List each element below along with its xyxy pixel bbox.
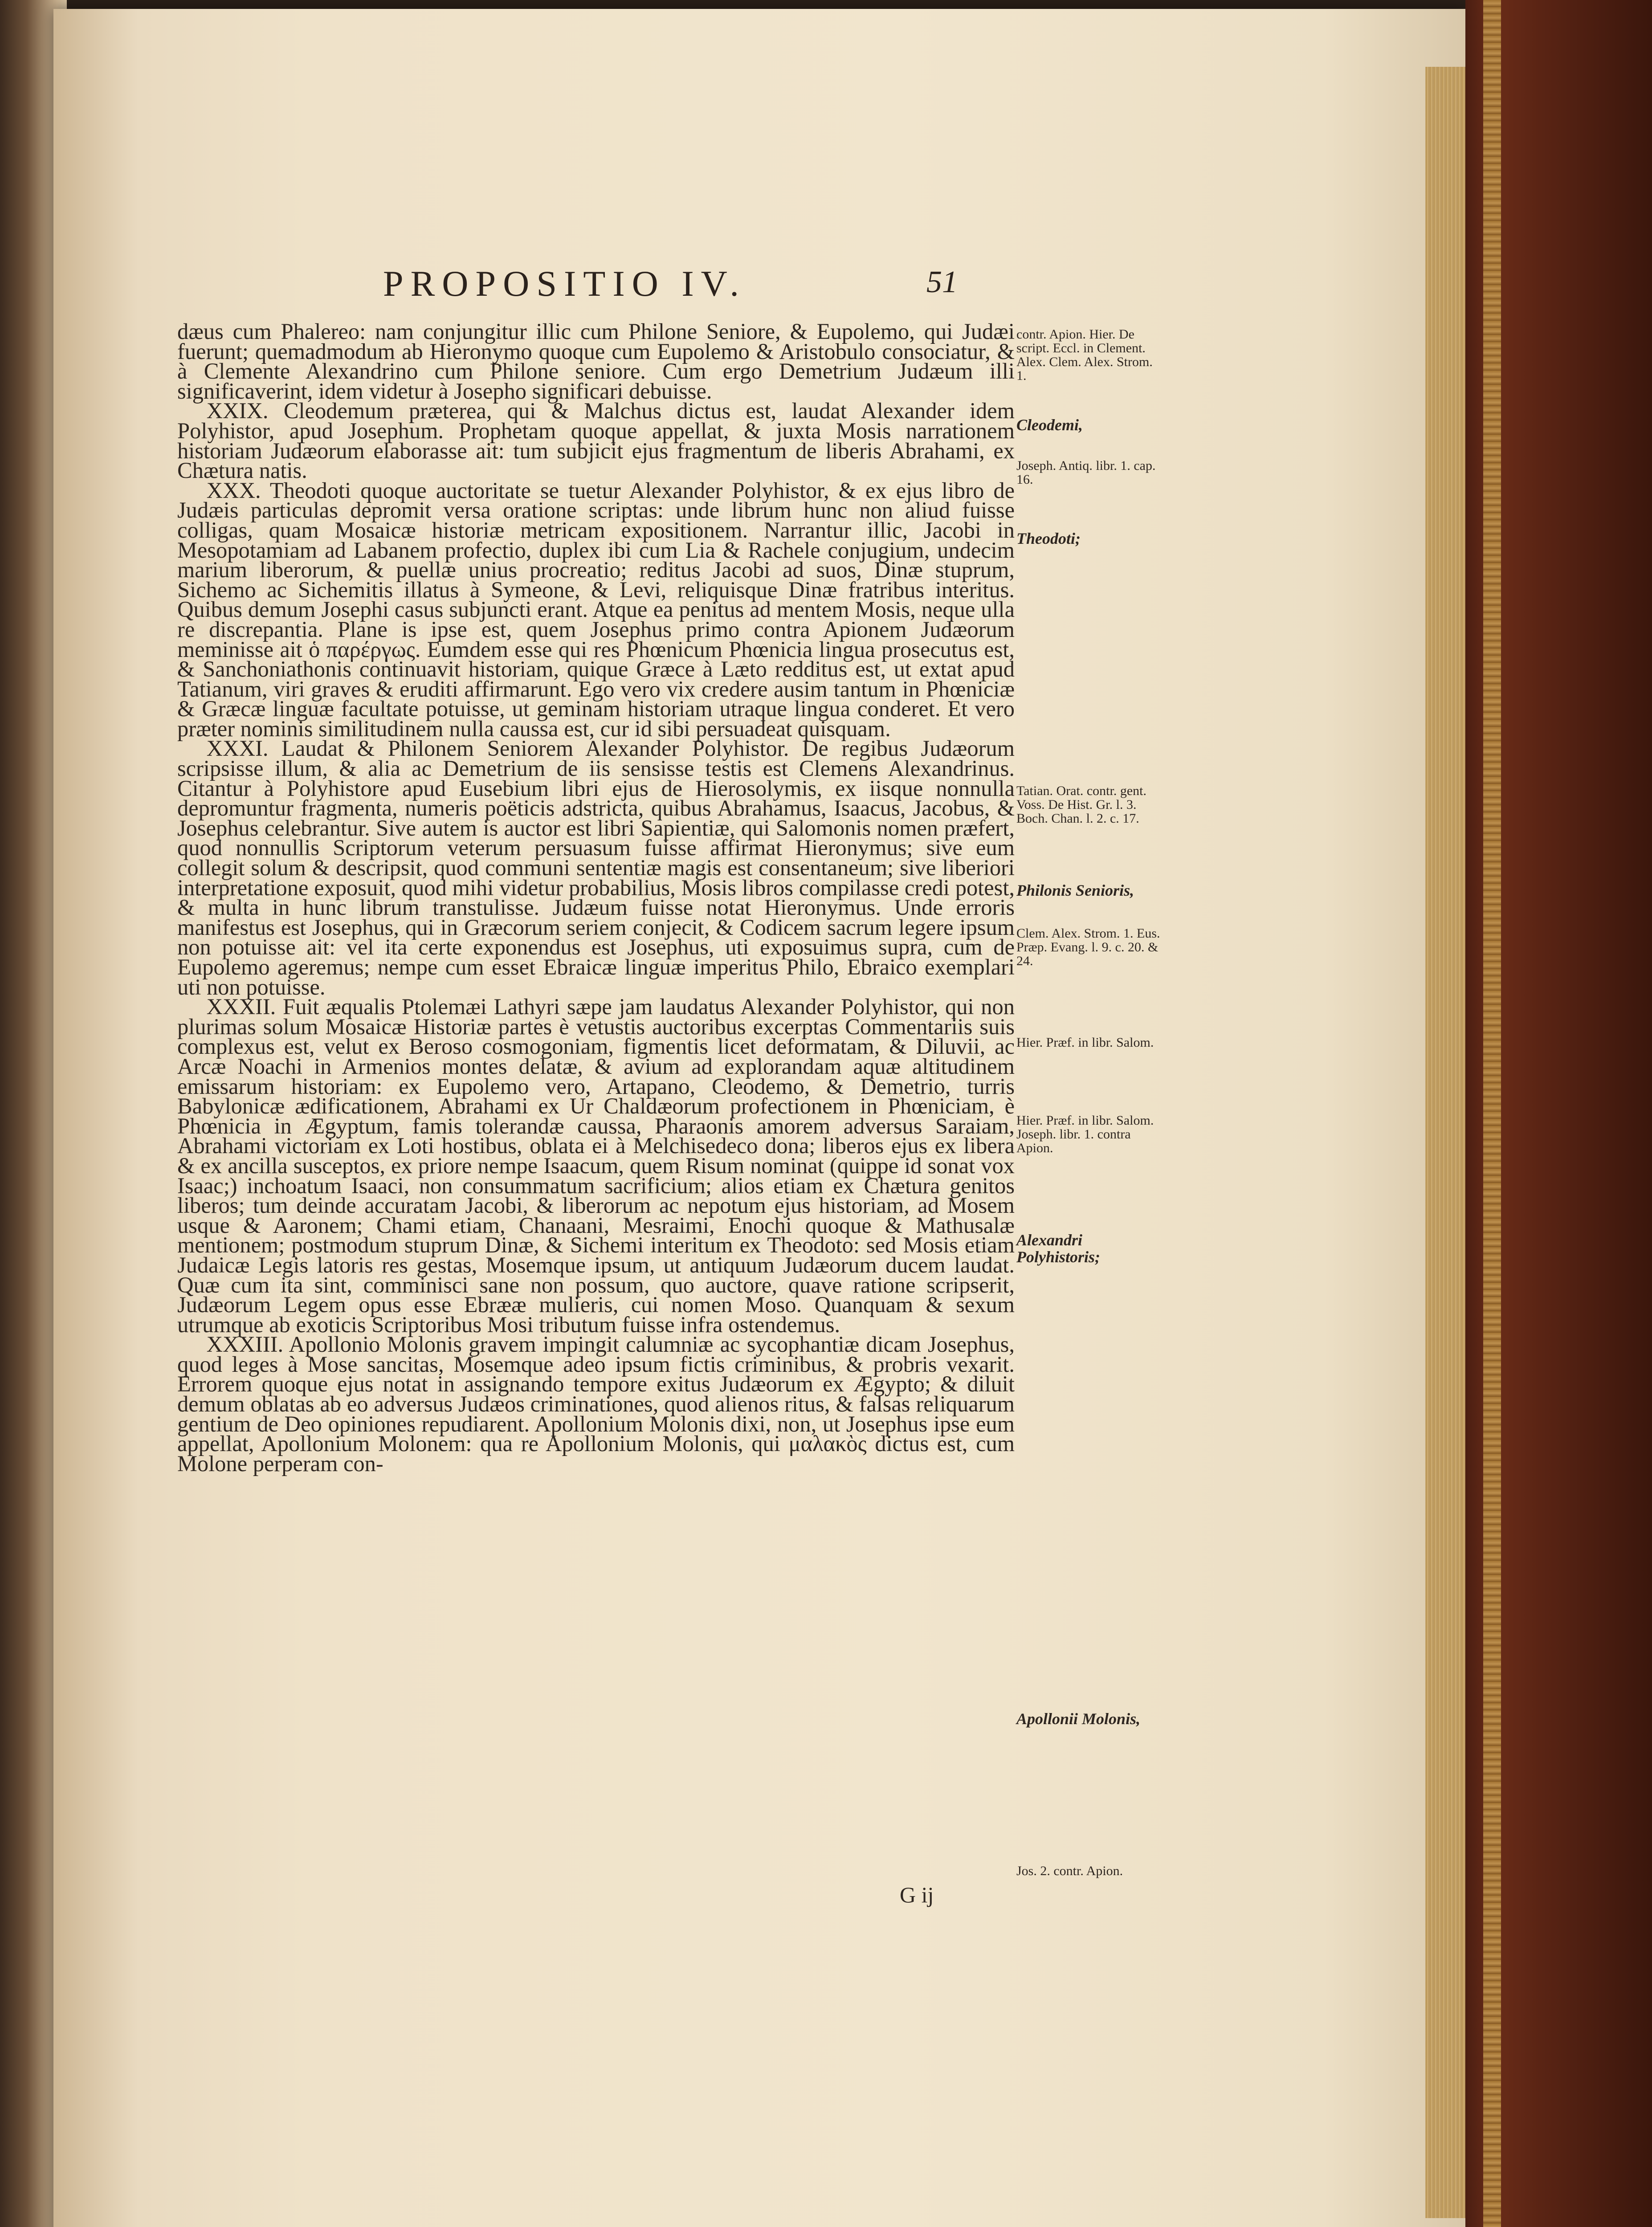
page-number: 51	[926, 265, 958, 299]
gilt-edge	[1483, 0, 1501, 2227]
margin-note: contr. Apion. Hier. De script. Eccl. in Clement. Alex. Clem. Alex. Strom. 1.	[1016, 327, 1153, 383]
margin-note-heading: Apollonii Molonis,	[1016, 1710, 1141, 1728]
paragraph-xxxi: XXXI. Laudat & Philonem Seniorem Alexander Polyhistor. De regibus Judæorum scripsisse illum, & alia ac Demetrium de iis sensisse testis est Clemens Alexandrinus. Citantur à Polyhistore apud Eusebium libri ejus de Hierosolymis, ex iisque nonnulla depromuntur fragmenta, numeris poëticis adstricta, quibus Abrahamus, Isaacus, Jacobus, & Josephus celebrantur. Sive autem is auctor est libri Sapientiæ, qui Salomonis nomen præfert, quod nonnullis Scriptorum veterum persuasum fuisse affirmat Hieronymus; sive eum collegit solum & descripsit, quod communi sententiæ magis est consentaneum; sive liberiori interpretatione exposuit, quod mihi videtur probabilius, Mosis libros compilasse credi potest, & multa in hunc librum transtulisse. Judæum fuisse notat Hieronymus. Unde erroris manifestus est Josephus, qui in Græcorum seriem conjecit, & Codicem sacrum legere ipsum non potuisse ait: vel ita certe exponendus est Josephus, uti exposuimus supra, cum de Eupolemo ageremus; nempe cum esset Ebraicæ linguæ imperitus Philo, Ebraico exemplari uti non potuisse.	[177, 736, 1015, 999]
book-binding	[1465, 0, 1652, 2227]
main-text	[177, 319, 1015, 1476]
paragraph-xxix: XXIX. Cleodemum præterea, qui & Malchus dictus est, laudat Alexander idem Polyhistor, apud Josephum. Prophetam quoque appellat, & juxta Mosis narrationem historiam Judæorum elaborasse ait: tum subjicit ejus fragmentum de liberis Abrahami, ex Chætura natis.	[177, 398, 1015, 483]
margin-note-heading: Alexandri Polyhistoris;	[1016, 1231, 1101, 1266]
margin-note: Joseph. Antiq. libr. 1. cap. 16.	[1016, 458, 1156, 487]
margin-note-heading: Cleodemi,	[1016, 416, 1083, 434]
margin-note: Hier. Præf. in libr. Salom.	[1016, 1035, 1154, 1050]
paragraph-continuation: dæus cum Phalereo: nam conjungitur illic cum Philone Seniore, & Eupolemo, qui Judæi fuerunt; quemadmodum ab Hieronymo quoque cum Eupolemo & Aristobulo consociatur, & à Clemente Alexandrino cum Philone seniore. Cum ergo Demetrium Judæum illi significaverint, idem videtur à Josepho significari debuisse.	[177, 319, 1015, 404]
margin-note-heading: Philonis Senioris,	[1016, 881, 1134, 899]
margin-note-heading: Theodoti;	[1016, 530, 1081, 547]
paragraph-xxx: XXX. Theodoti quoque auctoritate se tuetur Alexander Polyhistor, & ex ejus libro de Judæis particulas depromit versa oratione scriptas: unde librum hunc non aliud fuisse colligas, quam Mosaicæ historiæ metricam expositionem. Narrantur illic, Jacobi in Mesopotamiam ad Labanem profectio, duplex ibi cum Lia & Rachele conjugium, undecim marium liberorum, & puellæ unius procreatio; reditus Jacobi ad suos, Dinæ stuprum, Sichemo ac Sichemitis illatus à Symeone, & Levi, reliquisque Dinæ fratribus interitus. Quibus demum Josephi casus subjuncti erant. Atque ea penitus ad mentem Mosis, neque ulla re discrepantia. Plane is ipse est, quem Josephus primo contra Apionem Judæorum meminisse ait ὁ παρέργως. Eumdem esse qui res Phœnicum Phœnicia lingua prosecutus est, & Sanchoniathonis continuavit historiam, quique Græce à Læto redditus est, ut extat apud Tatianum, viri graves & eruditi affirmarunt. Ego vero vix credere ausim tantum in Phœniciæ & Græcæ linguæ facultate potuisse, ut geminam historiam utraque lingua conderet. Et vero præter nominis similitudinem nulla caussa est, cur id sibi persuadeat quisquam.	[177, 477, 1015, 741]
margin-note: Hier. Præf. in libr. Salom. Joseph. libr. 1. contra Apion.	[1016, 1113, 1154, 1155]
running-header	[383, 263, 1069, 312]
page-title: PROPOSITIO IV.	[383, 263, 746, 304]
signature-mark: G ij	[900, 1882, 934, 1907]
paragraph-xxxiii: XXXIII. Apollonio Molonis gravem impingit calumniæ ac sycophantiæ dicam Josephus, quod leges à Mose sancitas, Mosemque adeo ipsum fictis criminibus, & probris vexarit. Errorem quoque ejus notat in assignando tempore exitus Judæorum ex Ægypto; & diluit demum oblatas ab eo adversus Judæos criminationes, quod alienos ritus, & falsas reliquarum gentium de Deo opiniones repudiarent. Apollonium Molonis dixi, non, ut Josephus ipse eum appellat, Apollonium Molonem: qua re Apollonium Molonis, qui μαλακὸς dictus est, cum Molone perperam con-	[177, 1332, 1015, 1476]
paragraph-xxxii: XXXII. Fuit æqualis Ptolemæi Lathyri sæpe jam laudatus Alexander Polyhistor, qui non plurimas solum Mosaicæ Historiæ partes è vetustis auctoribus excerptas Commentariis suis complexus est, velut ex Beroso cosmogoniam, figmentis licet deformatam, & Diluvii, ac Arcæ Noachi in Armenios montes delatæ, & avium ad explorandam aquæ altitudinem emissarum historiam: ex Eupolemo vero, Artapano, Cleodemo, & Demetrio, turris Babylonicæ ædificationem, Abrahami ex Ur Chaldæorum profectionem in Phœniciam, è Phœnicia in Ægyptum, famis tolerandæ caussa, Pharaonis amorem adversus Saraiam, Abrahami victoriam ex Loti hostibus, oblata ei à Melchisedeco dona; liberos ejus ex libera & ex ancilla susceptos, ex priore nempe Isaacum, quem Risum nominat (quippe id sonat vox Isaac;) inchoatum Isaaci, non consummatum sacrificium; alios etiam ex Chætura genitos liberos; tum deinde accuratam Jacobi, & liberorum ac nepotum ejus historiam, ad Mosem usque & Aaronem; Chami etiam, Chanaani, Mesraimi, Enochi quoque & Mathusalæ mentionem; postmodum stuprum Dinæ, & Sichemi interitum ex Theodoto: sed Mosis etiam Judaicæ Legis latoris res gestas, Mosemque ipsum, ut antiquum Judæorum ducem laudat. Quæ cum ita sint, comminisci sane non possum, quo auctore, quave ratione scripserit, Judæorum Legem opus esse Ebrææ mulieris, cui nomen Moso. Quanquam & sexum utrumque ab exoticis Scriptoribus Mosi tributum fuisse infra ostendemus.	[177, 994, 1015, 1337]
margin-note: Jos. 2. contr. Apion.	[1016, 1864, 1123, 1878]
margin-note: Clem. Alex. Strom. 1. Eus. Præp. Evang. l. 9. c. 20. & 24.	[1016, 926, 1160, 968]
margin-note: Tatian. Orat. contr. gent. Voss. De Hist. Gr. l. 3. Boch. Chan. l. 2. c. 17.	[1016, 783, 1146, 826]
